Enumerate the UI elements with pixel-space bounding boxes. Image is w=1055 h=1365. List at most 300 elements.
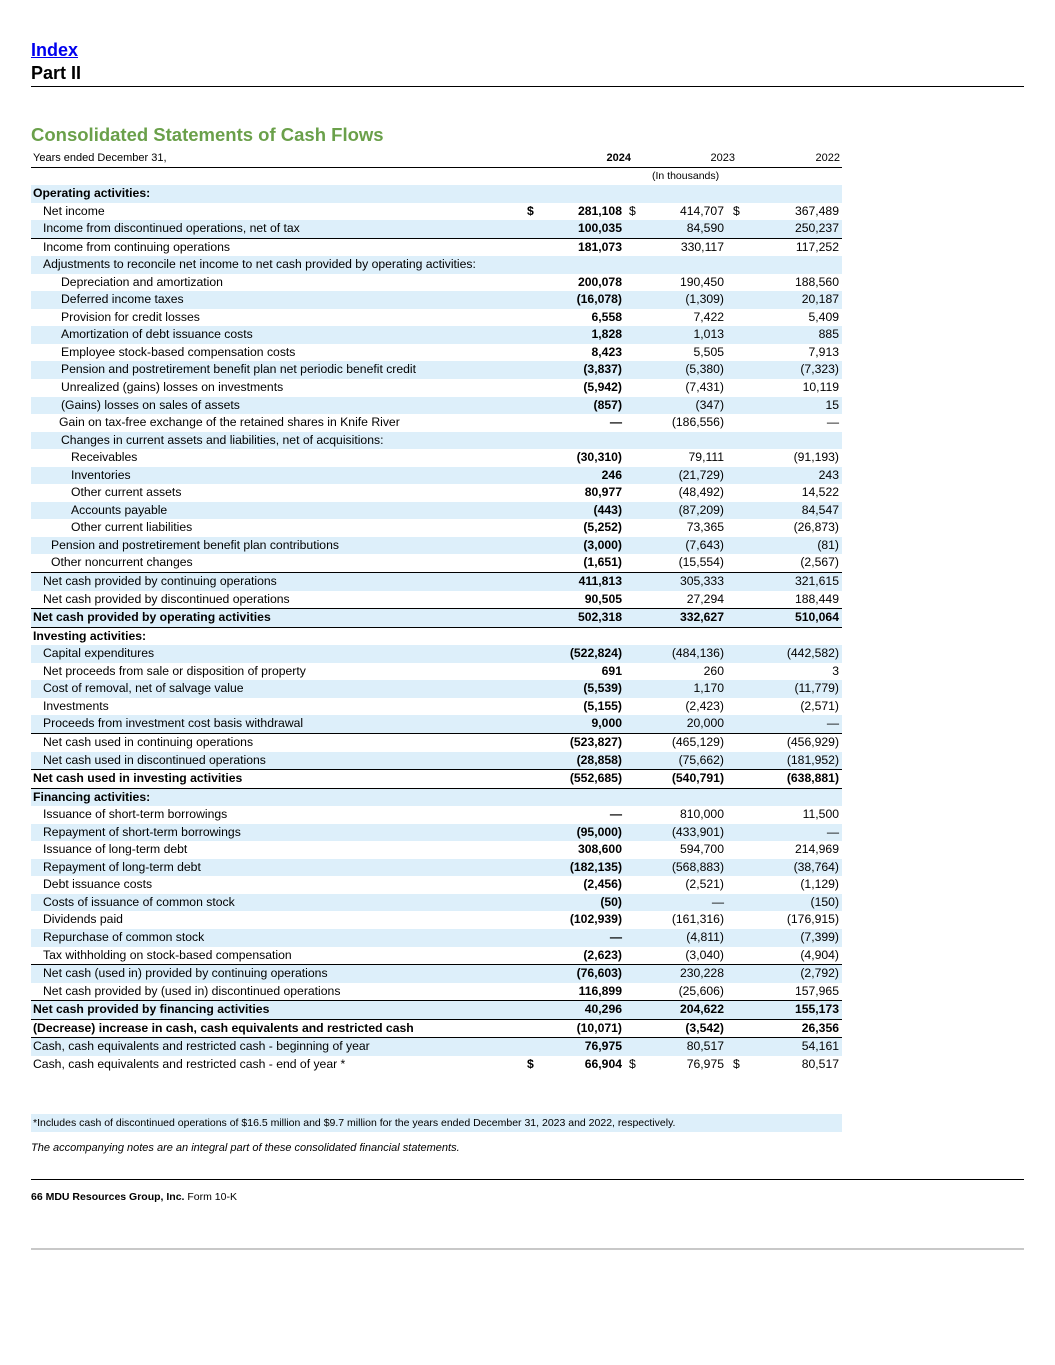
value-2024 <box>539 788 625 806</box>
dollar-sign-2024 <box>527 752 539 770</box>
value-2022: (1,129) <box>800 877 839 892</box>
table-row <box>31 238 842 256</box>
table-row <box>31 573 842 591</box>
dollar-sign-2024 <box>527 220 539 238</box>
dollar-sign-2023 <box>625 1001 637 1020</box>
dollar-sign-2022 <box>727 947 741 965</box>
dollar-sign-2022 <box>727 379 741 397</box>
table-row <box>31 220 842 238</box>
table-row <box>31 806 842 824</box>
value-2024: 80,977 <box>584 485 622 500</box>
dollar-sign-2023 <box>625 502 637 520</box>
row-label: Investing activities: <box>33 628 147 643</box>
row-label: Net cash provided by discontinued operations <box>31 591 527 609</box>
footnote <box>31 1114 842 1132</box>
row-label: Other current assets <box>71 485 182 500</box>
value-2023: 84,590 <box>637 220 727 238</box>
table-row <box>31 591 842 609</box>
dollar-sign-2023 <box>625 894 637 912</box>
table-row <box>31 911 842 929</box>
table-row <box>31 609 842 628</box>
value-2024: 6,558 <box>591 309 622 324</box>
table-row <box>31 965 842 983</box>
row-label: Net cash provided by continuing operations <box>31 573 527 591</box>
value-2023: (15,554) <box>637 554 727 572</box>
row-label: Tax withholding on stock-based compensation <box>31 947 527 965</box>
table-row <box>31 680 842 698</box>
dollar-sign-2022 <box>727 752 741 770</box>
value-2023 <box>637 432 727 450</box>
value-2024: (5,252) <box>583 520 622 535</box>
dollar-sign-2022 <box>727 591 741 609</box>
dollar-sign-2024 <box>527 929 539 947</box>
statement-title: Consolidated Statements of Cash Flows <box>31 124 384 145</box>
dollar-sign-2023 <box>625 467 637 485</box>
value-2024: (3,000) <box>539 537 625 555</box>
value-2022: — <box>741 824 842 842</box>
value-2022: (11,779) <box>741 680 842 698</box>
value-2024: 66,904 <box>584 1056 622 1071</box>
value-2024: (28,858) <box>539 752 625 770</box>
value-2024: (1,651) <box>539 554 625 572</box>
value-2022: 510,064 <box>741 609 842 628</box>
dollar-sign-2023 <box>625 361 637 379</box>
footer-company: 66 MDU Resources Group, Inc. <box>31 1191 185 1203</box>
value-2022 <box>741 185 842 203</box>
value-2022 <box>741 627 842 645</box>
value-2023: (433,901) <box>637 824 727 842</box>
value-2023: (3,542) <box>637 1019 727 1038</box>
value-2024: (5,539) <box>539 680 625 698</box>
dollar-sign-2024 <box>527 502 539 520</box>
table-row <box>31 203 842 221</box>
value-2022: (456,929) <box>786 734 839 749</box>
dollar-sign-2022 <box>727 519 741 537</box>
row-label: Operating activities: <box>31 185 527 203</box>
table-row <box>31 432 842 450</box>
value-2024 <box>539 627 625 645</box>
dollar-sign-2022 <box>727 788 741 806</box>
table-row <box>31 344 842 362</box>
row-label: Income from continuing operations <box>43 239 230 254</box>
dollar-sign-2022 <box>727 609 741 628</box>
dollar-sign-2023 <box>625 770 637 789</box>
value-2022 <box>741 256 842 274</box>
value-2024 <box>539 432 625 450</box>
dollar-sign-2022: $ <box>733 203 740 218</box>
dollar-sign-2024 <box>527 841 539 859</box>
dollar-sign-2022 <box>727 983 741 1001</box>
dollar-sign-2024 <box>527 947 539 965</box>
value-2024: (3,837) <box>539 361 625 379</box>
value-2022: 54,161 <box>741 1038 842 1056</box>
value-2024: 502,318 <box>539 609 625 628</box>
value-2024: 691 <box>601 663 622 678</box>
dollar-sign-2023 <box>625 309 637 327</box>
dollar-sign-2023 <box>625 344 637 362</box>
dollar-sign-2023 <box>625 609 637 628</box>
table-row <box>31 519 842 537</box>
dollar-sign-2024 <box>527 256 539 274</box>
value-2024: — <box>539 929 625 947</box>
dollar-sign-2022 <box>727 733 741 751</box>
dollar-sign-2024 <box>527 1001 539 1020</box>
dollar-sign-2023 <box>625 1019 637 1038</box>
dollar-sign-2024 <box>527 344 539 362</box>
value-2022: 117,252 <box>795 239 839 254</box>
row-label: Costs of issuance of common stock <box>31 894 527 912</box>
value-2024: (95,000) <box>539 824 625 842</box>
dollar-sign-2022 <box>727 432 741 450</box>
value-2023: (2,521) <box>685 877 724 892</box>
row-label: Inventories <box>31 467 527 485</box>
value-2023: 190,450 <box>679 274 724 289</box>
row-label: Repurchase of common stock <box>31 929 527 947</box>
dollar-sign-2024 <box>527 467 539 485</box>
dollar-sign-2024 <box>527 537 539 555</box>
row-label: Net income <box>43 203 105 218</box>
value-2022: 367,489 <box>794 203 839 218</box>
value-2024: 411,813 <box>539 573 625 591</box>
row-label: Debt issuance costs <box>43 877 153 892</box>
footnote-text: *Includes cash of discontinued operations of $16.5 million and $9.7 million for the years ended December 31, 2023 and 2022, respectively. <box>33 1117 676 1129</box>
value-2022: 26,356 <box>741 1019 842 1038</box>
row-label: Financing activities: <box>31 788 527 806</box>
value-2024: 281,108 <box>577 203 622 218</box>
row-label: Receivables <box>71 450 138 465</box>
value-2022: 3 <box>832 663 839 678</box>
value-2024: 1,828 <box>539 326 625 344</box>
dollar-sign-2024 <box>527 824 539 842</box>
dollar-sign-2023 <box>625 698 637 716</box>
row-label: Deferred income taxes <box>31 291 527 309</box>
dollar-sign-2022 <box>727 414 741 432</box>
index-link[interactable]: Index <box>31 40 79 60</box>
table-row <box>31 326 842 344</box>
value-2022: 214,969 <box>794 842 839 857</box>
value-2023: 7,422 <box>693 309 724 324</box>
value-2023: (347) <box>637 397 727 415</box>
value-2024: (50) <box>539 894 625 912</box>
value-2022: 155,173 <box>741 1001 842 1020</box>
row-label: Unrealized (gains) losses on investments <box>61 380 284 395</box>
table-row <box>31 1001 842 1020</box>
table-row <box>31 715 842 733</box>
row-label: Adjustments to reconcile net income to net cash provided by operating activities: <box>31 256 527 274</box>
value-2024: 8,423 <box>591 344 622 359</box>
value-2023: 594,700 <box>679 842 724 857</box>
dollar-sign-2023 <box>625 432 637 450</box>
dollar-sign-2022 <box>727 841 741 859</box>
value-2023: 330,117 <box>680 239 724 254</box>
value-2024: 76,975 <box>539 1038 625 1056</box>
dollar-sign-2022 <box>727 185 741 203</box>
page-footer <box>31 1191 237 1203</box>
row-label: Income from discontinued operations, net of tax <box>31 220 527 238</box>
dollar-sign-2024 <box>527 894 539 912</box>
value-2022: (181,952) <box>741 752 842 770</box>
dollar-sign-2023 <box>625 627 637 645</box>
table-row <box>31 449 842 467</box>
dollar-sign-2023 <box>625 414 637 432</box>
dollar-sign-2023 <box>625 291 637 309</box>
value-2022: (81) <box>741 537 842 555</box>
table-row <box>31 414 842 432</box>
dollar-sign-2024 <box>527 573 539 591</box>
value-2022: 188,560 <box>794 274 839 289</box>
value-2022: (442,582) <box>741 645 842 663</box>
dollar-sign-2023 <box>625 554 637 572</box>
dollar-sign-2023 <box>625 733 637 751</box>
dollar-sign-2024 <box>527 698 539 716</box>
value-2024: (857) <box>539 397 625 415</box>
dollar-sign-2024 <box>527 414 539 432</box>
value-2024 <box>539 185 625 203</box>
dollar-sign-2022 <box>727 274 741 292</box>
row-label: Accounts payable <box>31 502 527 520</box>
dollar-sign-2023 <box>625 274 637 292</box>
value-2023: 73,365 <box>686 520 724 535</box>
header-divider <box>31 86 1024 87</box>
value-2022: 188,449 <box>741 591 842 609</box>
value-2023: (2,423) <box>685 698 724 713</box>
dollar-sign-2022 <box>727 645 741 663</box>
value-2022: (2,792) <box>741 965 842 983</box>
row-label: Net cash provided by operating activities <box>31 609 527 628</box>
value-2023: 414,707 <box>679 203 724 218</box>
value-2023: 76,975 <box>686 1056 724 1071</box>
row-label: Net cash (used in) provided by continuing operations <box>31 965 527 983</box>
years-header <box>31 151 842 168</box>
value-2022: — <box>741 715 842 733</box>
dollar-sign-2022 <box>727 824 741 842</box>
dollar-sign-2024 <box>527 1038 539 1056</box>
dollar-sign-2022 <box>727 537 741 555</box>
row-label: Repayment of short-term borrowings <box>31 824 527 842</box>
value-2024: 308,600 <box>577 842 622 857</box>
value-2022: 15 <box>741 397 842 415</box>
dollar-sign-2022 <box>727 238 741 256</box>
row-label: (Decrease) increase in cash, cash equivalents and restricted cash <box>31 1019 527 1038</box>
row-label: Provision for credit losses <box>61 309 200 324</box>
value-2022: (4,904) <box>741 947 842 965</box>
value-2023: 1,013 <box>637 326 727 344</box>
row-label: Changes in current assets and liabilities, net of acquisitions: <box>31 432 527 450</box>
row-label: Net cash used in continuing operations <box>43 734 254 749</box>
dollar-sign-2024 <box>527 663 539 681</box>
dollar-sign-2023 <box>625 591 637 609</box>
value-2023: (21,729) <box>637 467 727 485</box>
dollar-sign-2022 <box>727 449 741 467</box>
table-row <box>31 698 842 716</box>
dollar-sign-2023: $ <box>629 1056 636 1071</box>
table-row <box>31 983 842 1001</box>
value-2022: 11,500 <box>802 807 839 822</box>
value-2024: (552,685) <box>539 770 625 789</box>
dollar-sign-2022 <box>727 859 741 877</box>
row-label: Repayment of long-term debt <box>31 859 527 877</box>
table-row <box>31 627 842 645</box>
value-2023: (4,811) <box>637 929 727 947</box>
dollar-sign-2023 <box>625 449 637 467</box>
dollar-sign-2022 <box>727 326 741 344</box>
value-2023: 305,333 <box>637 573 727 591</box>
dollar-sign-2023 <box>625 537 637 555</box>
row-label: Depreciation and amortization <box>61 274 223 289</box>
value-2022 <box>741 432 842 450</box>
dollar-sign-2022 <box>727 554 741 572</box>
dollar-sign-2024 <box>527 519 539 537</box>
value-2022: 243 <box>741 467 842 485</box>
table-row <box>31 947 842 965</box>
dollar-sign-2022 <box>727 256 741 274</box>
value-2022: (638,881) <box>741 770 842 789</box>
dollar-sign-2022 <box>727 911 741 929</box>
bottom-rule <box>31 1248 1024 1250</box>
dollar-sign-2023 <box>625 663 637 681</box>
dollar-sign-2024 <box>527 274 539 292</box>
value-2022: (91,193) <box>793 450 839 465</box>
dollar-sign-2024 <box>527 449 539 467</box>
dollar-sign-2022 <box>727 291 741 309</box>
row-label: Dividends paid <box>43 912 123 927</box>
part-label: Part II <box>31 63 82 83</box>
value-2022: 20,187 <box>741 291 842 309</box>
dollar-sign-2022 <box>727 806 741 824</box>
table-row <box>31 361 842 379</box>
value-2024: (16,078) <box>539 291 625 309</box>
value-2023: 1,170 <box>637 680 727 698</box>
dollar-sign-2022 <box>727 1001 741 1020</box>
dollar-sign-2023 <box>625 859 637 877</box>
table-row <box>31 876 842 894</box>
value-2023: (7,431) <box>685 380 724 395</box>
value-2022: 14,522 <box>801 485 839 500</box>
dollar-sign-2022 <box>727 309 741 327</box>
value-2023: (186,556) <box>671 415 724 430</box>
row-label: Investments <box>43 698 109 713</box>
dollar-sign-2022 <box>727 680 741 698</box>
dollar-sign-2024: $ <box>527 203 534 218</box>
table-row <box>31 859 842 877</box>
units-text: (In thousands) <box>652 170 720 182</box>
value-2024: 200,078 <box>577 274 622 289</box>
row-label: Pension and postretirement benefit plan net periodic benefit credit <box>31 361 527 379</box>
value-2024 <box>539 256 625 274</box>
dollar-sign-2023 <box>625 947 637 965</box>
value-2023: 204,622 <box>637 1001 727 1020</box>
value-2024: (523,827) <box>569 734 622 749</box>
year-2022: 2022 <box>815 152 840 164</box>
dollar-sign-2022 <box>727 965 741 983</box>
dollar-sign-2022 <box>727 929 741 947</box>
dollar-sign-2024: $ <box>527 1056 534 1071</box>
value-2023: (87,209) <box>637 502 727 520</box>
dollar-sign-2023 <box>625 326 637 344</box>
dollar-sign-2024 <box>527 291 539 309</box>
value-2022: (7,399) <box>741 929 842 947</box>
dollar-sign-2024 <box>527 733 539 751</box>
row-label: Net cash used in investing activities <box>31 770 527 789</box>
value-2023 <box>637 788 727 806</box>
row-label: Amortization of debt issuance costs <box>31 326 527 344</box>
value-2023: (465,129) <box>671 734 724 749</box>
dollar-sign-2022 <box>727 220 741 238</box>
dollar-sign-2022 <box>727 467 741 485</box>
dollar-sign-2024 <box>527 238 539 256</box>
dollar-sign-2024 <box>527 609 539 628</box>
table-row <box>31 309 842 327</box>
dollar-sign-2023 <box>625 256 637 274</box>
dollar-sign-2024 <box>527 397 539 415</box>
value-2023: 5,505 <box>693 344 724 359</box>
value-2024: — <box>609 415 622 430</box>
year-2024: 2024 <box>606 152 631 164</box>
table-row <box>31 1019 842 1038</box>
dollar-sign-2024 <box>527 361 539 379</box>
dollar-sign-2022 <box>727 361 741 379</box>
table-row <box>31 1056 842 1074</box>
dollar-sign-2023 <box>625 680 637 698</box>
dollar-sign-2022 <box>727 894 741 912</box>
dollar-sign-2024 <box>527 645 539 663</box>
cash-flow-table <box>31 185 842 1073</box>
accompanying-note: The accompanying notes are an integral part of these consolidated financial statements. <box>31 1142 460 1154</box>
value-2023: (48,492) <box>678 485 724 500</box>
table-row <box>31 554 842 572</box>
dollar-sign-2023 <box>625 752 637 770</box>
row-label: Gain on tax-free exchange of the retained shares in Knife River <box>59 415 400 430</box>
dollar-sign-2023 <box>625 876 637 894</box>
row-label: Employee stock-based compensation costs <box>61 344 296 359</box>
row-label: Proceeds from investment cost basis withdrawal <box>31 715 527 733</box>
dollar-sign-2024 <box>527 309 539 327</box>
dollar-sign-2023 <box>625 715 637 733</box>
table-row <box>31 929 842 947</box>
value-2024: (5,155) <box>583 698 622 713</box>
table-row <box>31 484 842 502</box>
value-2024: 181,073 <box>577 239 622 254</box>
value-2022: (2,567) <box>741 554 842 572</box>
row-label: Issuance of long-term debt <box>43 842 188 857</box>
value-2022: 7,913 <box>808 344 839 359</box>
dollar-sign-2022 <box>727 344 741 362</box>
table-row <box>31 274 842 292</box>
value-2024: (5,942) <box>583 380 622 395</box>
value-2022: 157,965 <box>741 983 842 1001</box>
table-row <box>31 397 842 415</box>
dollar-sign-2023 <box>625 1038 637 1056</box>
value-2022: (2,571) <box>800 698 839 713</box>
row-label: Pension and postretirement benefit plan contributions <box>31 537 527 555</box>
value-2024: 90,505 <box>539 591 625 609</box>
value-2022: 5,409 <box>808 309 839 324</box>
dollar-sign-2024 <box>527 983 539 1001</box>
dollar-sign-2022 <box>727 573 741 591</box>
value-2022: 885 <box>741 326 842 344</box>
dollar-sign-2022 <box>727 397 741 415</box>
dollar-sign-2022 <box>727 502 741 520</box>
value-2024: (102,939) <box>569 912 622 927</box>
dollar-sign-2023 <box>625 929 637 947</box>
table-row <box>31 663 842 681</box>
value-2022: (150) <box>741 894 842 912</box>
dollar-sign-2022 <box>727 1019 741 1038</box>
table-row <box>31 291 842 309</box>
row-label: Net cash provided by (used in) discontinued operations <box>31 983 527 1001</box>
dollar-sign-2023 <box>625 220 637 238</box>
dollar-sign-2024 <box>527 788 539 806</box>
